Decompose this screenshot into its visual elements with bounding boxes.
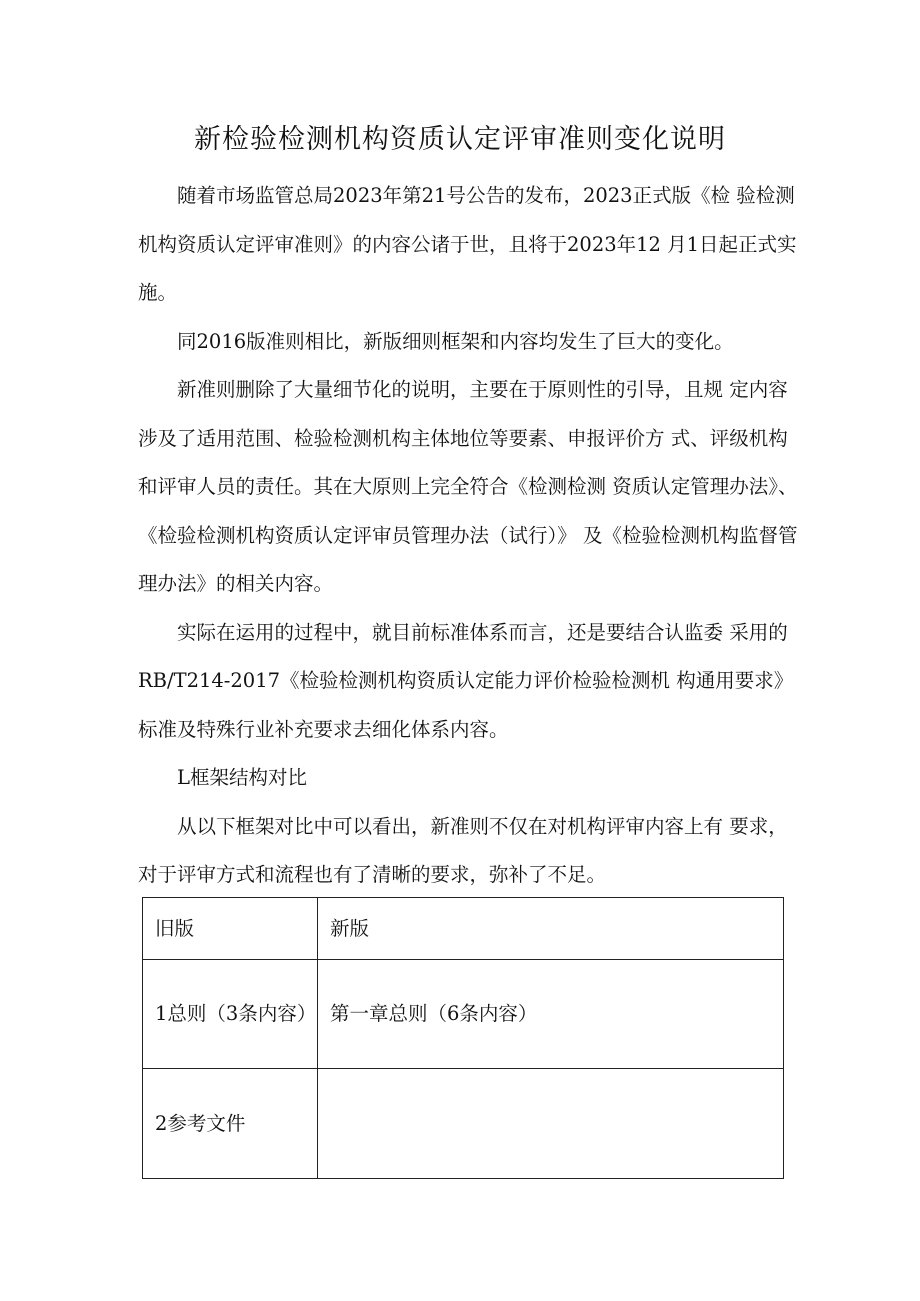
table-cell-new [318,1069,784,1179]
paragraph-framework-intro: 从以下框架对比中可以看出，新准则不仅在对机构评审内容上有 要求，对于评审方式和流程也有了清晰的要求，弥补了不足。 [138,814,788,886]
section-heading: L框架结构对比 [177,766,307,789]
table-header-row [143,898,784,960]
paragraph-announcement: 随着市场监管总局2023年第21号公告的发布，2023正式版《检 验检测机构资质认定评审准则》的内容公诸于世，且将于2023年12 月1日起正式实施。 [138,184,797,304]
table-cell-old: 1总则（3条内容） [143,960,318,1069]
paragraph-principles: 新准则删除了大量细节化的说明，主要在于原则性的引导，且规 定内容涉及了适用范围、检验检测机构主体地位等要素、申报评价方 式、评级机构和评审人员的责任。其在大原则上完全符合《检测检测 资质认定管理办法》、《检验检测机构资质认定评审员管理办法（试行）》 及《检验检测机构监督管理办法》的相关内容。 [138,378,798,595]
header-new-version: 新版 [318,898,784,960]
table-row [143,1069,784,1179]
framework-comparison-table [142,897,784,1179]
table-cell-new: 第一章总则（6条内容） [318,960,784,1069]
paragraph-application: 实际在运用的过程中，就目前标准体系而言，还是要结合认监委 采用的RB/T214-2017《检验检测机构资质认定能力评价检验检测机 构通用要求》标准及特殊行业补充要求去细化体系内容。 [138,620,794,741]
document-body [138,172,800,900]
document-title: 新检验检测机构资质认定评审准则变化说明 [194,124,726,155]
table-row [143,960,784,1069]
paragraph-comparison: 同2016版准则相比，新版细则框架和内容均发生了巨大的变化。 [177,329,734,353]
header-old-version: 旧版 [143,898,318,960]
table-cell-old: 2参考文件 [143,1069,318,1179]
